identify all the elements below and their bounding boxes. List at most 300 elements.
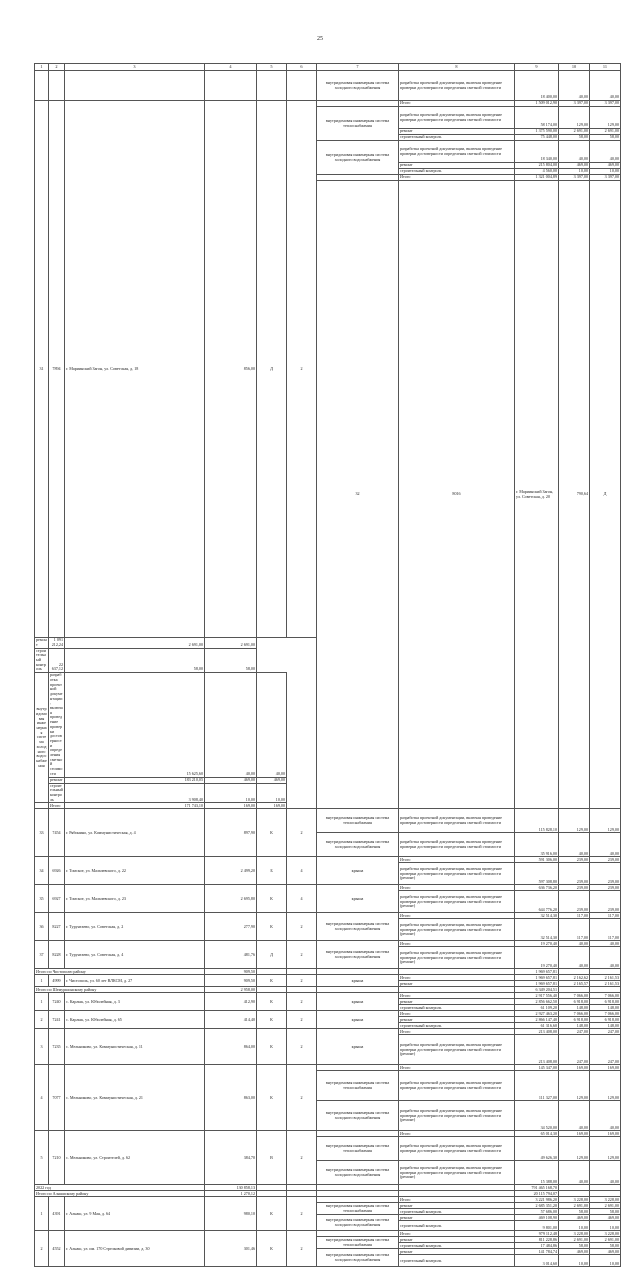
max-cost: 247,00 xyxy=(590,1035,621,1065)
cost-value: 34 520,00 xyxy=(515,1101,559,1131)
max-cost: 7 066,00 xyxy=(590,993,621,999)
house-code: 8227 xyxy=(49,913,65,941)
column-number: 1 xyxy=(35,64,49,71)
house-code: 7240 xyxy=(49,993,65,1011)
work-type: строительный контроль xyxy=(399,1255,515,1267)
system-name: внутридомовая инженерная система холодного водоснабжения xyxy=(317,141,399,175)
work-type: разработка проектной документации, включая проведение проверки достоверности определения сметной стоимости xyxy=(399,1071,515,1101)
column-number: 5 xyxy=(257,64,287,71)
house-address: г. Рябинино, ул. Коммунистическая, д. 4 xyxy=(65,809,205,857)
max-cost: 2 691,00 xyxy=(590,1203,621,1209)
unit-cost: 58,00 xyxy=(65,648,205,673)
max-cost: 10,00 xyxy=(590,1221,621,1231)
max-cost: 469,00 xyxy=(590,163,621,169)
work-type: ремонт xyxy=(399,1215,515,1221)
unit-cost: 129,00 xyxy=(559,1071,590,1101)
house-code: 6927 xyxy=(49,885,65,913)
work-type: ремонт xyxy=(399,1249,515,1255)
district-total-value: 1 969 657,81 xyxy=(515,969,559,975)
column-number: 7 xyxy=(317,64,399,71)
house-address: г. Чистополь, ул. 60 лет ВЛКСМ, д. 27 xyxy=(65,975,205,987)
table-row xyxy=(35,809,621,833)
max-cost: 129,00 xyxy=(590,1071,621,1101)
floors: 2 xyxy=(287,1131,317,1185)
work-type: ремонт xyxy=(36,637,47,647)
cost-value: 111 327,00 xyxy=(515,1071,559,1101)
unit-cost: 169,00 xyxy=(559,1065,590,1071)
max-cost: 10,00 xyxy=(590,169,621,175)
unit-cost: 3 228,00 xyxy=(559,1231,590,1237)
max-cost: 239,00 xyxy=(590,891,621,913)
unit-cost: 40,00 xyxy=(559,71,590,101)
house-area: 301,46 xyxy=(205,1231,257,1267)
row-number: 3 xyxy=(35,1029,49,1065)
house-code: 7077 xyxy=(49,1065,65,1131)
max-cost: 469,00 xyxy=(590,1249,621,1255)
cost-value: 183 210,05 xyxy=(65,777,205,783)
house-address: г. Турунтаево, ул. Советская, д. 2 xyxy=(65,913,205,941)
work-type: строительный контроль xyxy=(399,169,515,175)
max-cost: 469,00 xyxy=(257,777,287,783)
system-name: крыша xyxy=(317,857,399,885)
work-type: Итого xyxy=(399,1231,515,1237)
cost-value: 811 228,86 xyxy=(515,1237,559,1243)
unit-cost: 3 397,00 xyxy=(559,175,590,181)
floors: 2 xyxy=(287,809,317,857)
cost-value: 979 112,48 xyxy=(515,1231,559,1237)
cost-value: 3 221 986,20 xyxy=(515,1197,559,1203)
column-number: 11 xyxy=(590,64,621,71)
unit-cost: 58,00 xyxy=(559,135,590,141)
unit-cost: 247,00 xyxy=(559,1035,590,1065)
energy-class: К xyxy=(257,809,287,857)
unit-cost: 40,00 xyxy=(559,941,590,947)
year-total-label: 2022 год xyxy=(35,1185,205,1191)
work-type: разработка проектной документации, включая проведение проверки достоверности определения сметной стоимости xyxy=(399,141,515,163)
house-address: с. Карлык, ул. Юбилейная, д. 65 xyxy=(65,1011,205,1029)
unit-cost: 2 691,00 xyxy=(559,1237,590,1243)
floors: 2 xyxy=(287,993,317,1011)
max-cost: 40,00 xyxy=(590,1161,621,1185)
floors: 2 xyxy=(287,1029,317,1065)
work-type: ремонт xyxy=(399,1203,515,1209)
cost-value: 2 856 662,50 xyxy=(515,999,559,1005)
unit-cost: 239,00 xyxy=(559,891,590,913)
cost-value: 1 969 657,81 xyxy=(515,981,559,987)
unit-cost: 6 918,00 xyxy=(559,999,590,1005)
work-type: разработка проектной документации, включая проведение проверки достоверности определения сметной стоимости (ремонт) xyxy=(399,1035,515,1065)
house-address: с. Мельниково, ул. Строителей, д. 62 xyxy=(65,1131,205,1185)
system-name: крыша xyxy=(317,1011,399,1029)
house-code: 4999 xyxy=(49,975,65,987)
system-name: внутридомовая инженерная система теплоснабжения xyxy=(317,1237,399,1249)
table-cell xyxy=(49,71,65,101)
column-number: 4 xyxy=(205,64,257,71)
row-number: 1 xyxy=(35,975,49,987)
floors: 2 xyxy=(287,101,317,638)
unit-cost: 469,00 xyxy=(559,1249,590,1255)
house-area: 863,00 xyxy=(205,1065,257,1131)
unit-cost: 239,00 xyxy=(559,863,590,885)
work-type: разработка проектной документации, включая проведение проверки достоверности определения сметной стоимости (ремонт) xyxy=(399,863,515,885)
cost-value: 15 625,60 xyxy=(65,673,205,777)
district-total-label: Итого по Алнашскому району xyxy=(35,1191,205,1197)
unit-cost: 247,00 xyxy=(559,1029,590,1035)
cost-value: 644 776,20 xyxy=(515,891,559,913)
max-cost: 40,00 xyxy=(590,941,621,947)
unit-cost: 10,00 xyxy=(559,1255,590,1267)
work-type: разработка проектной документации, включая проведение проверки достоверности определения сметной стоимости xyxy=(399,833,515,857)
max-cost: 40,00 xyxy=(590,947,621,969)
work-type: Итого xyxy=(399,857,515,863)
unit-cost: 129,00 xyxy=(559,107,590,129)
energy-class: К xyxy=(257,993,287,1011)
work-type: Итого xyxy=(399,1011,515,1017)
house-code: 8016 xyxy=(399,181,515,809)
work-type: Итого xyxy=(399,1029,515,1035)
row-number: 33 xyxy=(35,809,49,857)
max-cost: 2 691,00 xyxy=(590,1237,621,1243)
unit-cost: 58,00 xyxy=(559,1209,590,1215)
cost-value: 1 321 004,89 xyxy=(515,175,559,181)
district-total-label: Итого по Шемуршинскому району xyxy=(35,987,205,993)
row-number: 34 xyxy=(35,857,49,885)
max-cost: 7 066,00 xyxy=(590,1011,621,1017)
energy-class: К xyxy=(257,1197,287,1231)
cost-value: 49 626,30 xyxy=(515,1137,559,1161)
cost-value: 115 828,10 xyxy=(515,809,559,833)
system-name: внутридомовая инженерная система теплоснабжения xyxy=(317,107,399,141)
unit-cost: 239,00 xyxy=(559,857,590,863)
work-type: строительный контроль xyxy=(50,783,63,802)
unit-cost: 117,00 xyxy=(559,913,590,919)
system-name: внутридомовая инженерная система холодного водоснабжения xyxy=(317,833,399,857)
max-cost: 129,00 xyxy=(590,809,621,833)
cost-value: 18 400,00 xyxy=(515,71,559,101)
unit-cost: 148,00 xyxy=(559,1023,590,1029)
cost-value: 4 560,00 xyxy=(515,169,559,175)
max-cost: 148,00 xyxy=(590,1023,621,1029)
house-area: 864,00 xyxy=(205,1029,257,1065)
work-type: строительный контроль xyxy=(35,648,49,673)
cost-value: 469 108,90 xyxy=(515,1215,559,1221)
unit-cost: 40,00 xyxy=(205,673,257,777)
cost-value: 2 917 556,40 xyxy=(515,993,559,999)
district-total-value: 20 115 794,07 xyxy=(515,1191,559,1197)
cost-value: 3 014,60 xyxy=(515,1255,559,1267)
floors: 2 xyxy=(287,913,317,941)
house-code: 7210 xyxy=(49,1131,65,1185)
max-cost: 10,00 xyxy=(590,1255,621,1267)
unit-cost: 7 066,00 xyxy=(559,1011,590,1017)
work-type: разработка проектной документации, включая проведение проверки достоверности определения сметной стоимости xyxy=(399,71,515,101)
work-type: разработка проектной документации, включая проведение проверки достоверности определения сметной стоимости (ремонт) xyxy=(399,947,515,969)
unit-cost: 469,00 xyxy=(559,163,590,169)
cost-value: 65 014,30 xyxy=(515,1131,559,1137)
cost-value: 591 306,00 xyxy=(515,857,559,863)
row-number: 36 xyxy=(35,913,49,941)
work-type: разработка проектной документации, включая проведение проверки достоверности определения сметной стоимости xyxy=(399,809,515,833)
floors: 2 xyxy=(287,941,317,969)
unit-cost: 40,00 xyxy=(559,833,590,857)
work-type: Итого xyxy=(49,803,65,809)
cost-value: 15 388,00 xyxy=(515,1161,559,1185)
table-row xyxy=(35,71,621,101)
energy-class: Д xyxy=(257,101,287,638)
work-type: разработка проектной документации, включая проведение проверки достоверности определения сметной стоимости (ремонт) xyxy=(399,919,515,941)
unit-cost: 148,00 xyxy=(559,1005,590,1011)
system-name: внутридомовая инженерная система теплоснабжения xyxy=(317,1137,399,1161)
system-name: внутридомовая инженерная система холодного водоснабжения xyxy=(317,1101,399,1131)
cost-value: 1 969 657,81 xyxy=(515,975,559,981)
work-type: Итого xyxy=(399,1065,515,1071)
house-address: с. Мельниково, ул. Коммунистическая, д. 21 xyxy=(65,1065,205,1131)
work-type: Итого xyxy=(399,885,515,891)
table-cell xyxy=(65,71,205,101)
house-address: с. Мельниково, ул. Коммунистическая, д. 11 xyxy=(65,1029,205,1065)
work-type: Итого xyxy=(399,1131,515,1137)
max-cost: 40,00 xyxy=(590,141,621,163)
max-cost: 58,00 xyxy=(590,1243,621,1249)
unit-cost: 40,00 xyxy=(559,947,590,969)
system-name: крыша xyxy=(317,1029,399,1065)
max-cost: 58,00 xyxy=(205,648,257,673)
unit-cost: 10,00 xyxy=(559,1221,590,1231)
cost-value: 171 743,10 xyxy=(65,803,205,809)
work-type: строительный контроль xyxy=(399,1209,515,1215)
max-cost: 2 161,53 xyxy=(590,975,621,981)
max-cost: 2 161,53 xyxy=(590,981,621,987)
system-name: внутридомовая инженерная система холодного водоснабжения xyxy=(317,71,399,101)
max-cost: 40,00 xyxy=(590,1101,621,1131)
work-type: разработка проектной документации, включая проведение проверки достоверности определения сметной стоимости xyxy=(399,107,515,129)
cost-value: 1 509 012,90 xyxy=(515,101,559,107)
system-name: крыша xyxy=(317,885,399,913)
unit-cost: 2 165,57 xyxy=(559,981,590,987)
energy-class: К xyxy=(257,975,287,987)
unit-cost: 40,00 xyxy=(559,1101,590,1131)
house-address: г. Томское, ул. Мальчевского, д. 23 xyxy=(65,885,205,913)
max-cost: 247,00 xyxy=(590,1029,621,1035)
work-type: разработка проектной документации, включая проведение проверки достоверности определения сметной стоимости (ремонт) xyxy=(399,1161,515,1185)
year-total-area: 130 858,13 xyxy=(205,1185,257,1191)
unit-cost: 10,00 xyxy=(559,169,590,175)
district-total-area: 1 270,12 xyxy=(205,1191,257,1197)
house-area: 897,90 xyxy=(205,809,257,857)
house-area: 790,64 xyxy=(559,181,590,809)
cost-value: 32 514,30 xyxy=(515,919,559,941)
floors: 2 xyxy=(287,1197,317,1231)
work-type: строительный контроль xyxy=(399,1023,515,1029)
energy-class: К xyxy=(257,913,287,941)
house-code: 6926 xyxy=(49,857,65,885)
row-number: 1 xyxy=(35,993,49,1011)
house-area: 384,70 xyxy=(205,1131,257,1185)
work-type: разработка проектной документации, включая проведение проверки достоверности определения сметной стоимости xyxy=(399,1137,515,1161)
system-name: внутридомовая инженерная система холодного водоснабжения xyxy=(317,1249,399,1267)
system-name: внутридомовая инженерная система теплоснабжения xyxy=(317,809,399,833)
unit-cost: 3 397,00 xyxy=(559,101,590,107)
max-cost: 3 228,00 xyxy=(590,1231,621,1237)
max-cost: 117,00 xyxy=(590,913,621,919)
system-name: внутридомовая инженерная система теплоснабжения xyxy=(317,1071,399,1101)
house-area: 2 499,20 xyxy=(205,857,257,885)
row-number: 37 xyxy=(35,941,49,969)
cost-value: 2 866 147,40 xyxy=(515,1017,559,1023)
max-cost: 3 228,00 xyxy=(590,1197,621,1203)
energy-class: К xyxy=(257,1065,287,1131)
system-name: внутридомовая инженерная система теплоснабжения xyxy=(317,1203,399,1215)
unit-cost: 469,00 xyxy=(205,777,257,783)
max-cost: 3 397,00 xyxy=(590,175,621,181)
unit-cost: 2 691,00 xyxy=(559,129,590,135)
cost-value: 58 174,00 xyxy=(515,107,559,129)
house-area: 909,50 xyxy=(205,975,257,987)
work-type: ремонт xyxy=(399,129,515,135)
cost-value: 35 916,00 xyxy=(515,833,559,857)
house-code: 7241 xyxy=(49,1011,65,1029)
max-cost: 148,00 xyxy=(590,1005,621,1011)
floors: 2 xyxy=(287,1065,317,1131)
cost-value: 22 637,12 xyxy=(49,648,65,673)
cost-value: 141 784,74 xyxy=(515,1249,559,1255)
house-area: 277,90 xyxy=(205,913,257,941)
cost-value: 61 109,20 xyxy=(515,1005,559,1011)
unit-cost: 6 918,00 xyxy=(559,1017,590,1023)
row-number: 31 xyxy=(35,101,49,638)
district-total-value: 6 349 204,51 xyxy=(515,987,559,993)
work-type: Итого xyxy=(399,975,515,981)
floors: 2 xyxy=(287,975,317,987)
work-type: ремонт xyxy=(399,981,515,987)
year-total-value: 791 465 168,70 xyxy=(515,1185,559,1191)
column-number-row xyxy=(35,64,621,71)
row-number: 5 xyxy=(35,1131,49,1185)
max-cost: 58,00 xyxy=(590,1209,621,1215)
unit-cost: 129,00 xyxy=(559,1137,590,1161)
max-cost: 40,00 xyxy=(590,833,621,857)
work-type: строительный контроль xyxy=(399,1221,515,1231)
unit-cost: 10,00 xyxy=(205,783,257,803)
house-code: 8228 xyxy=(49,941,65,969)
max-cost: 6 918,00 xyxy=(590,999,621,1005)
unit-cost: 117,00 xyxy=(559,919,590,941)
max-cost: 169,00 xyxy=(590,1131,621,1137)
house-address: г. Томское, ул. Мальчевского, д. 22 xyxy=(65,857,205,885)
house-code: 7454 xyxy=(49,809,65,857)
cost-value: 2 685 351,20 xyxy=(515,1203,559,1209)
house-code: 4391 xyxy=(49,1197,65,1231)
max-cost: 6 918,00 xyxy=(590,1017,621,1023)
work-type: строительный контроль xyxy=(399,1005,515,1011)
max-cost: 40,00 xyxy=(590,71,621,101)
work-type: разработка проектной документации, включая проведение проверки достоверности определения сметной стоимости (ремонт) xyxy=(399,891,515,913)
max-cost: 169,00 xyxy=(257,803,287,809)
unit-cost: 3 228,00 xyxy=(559,1197,590,1203)
energy-class: К xyxy=(257,1231,287,1267)
cost-value: 17 484,86 xyxy=(515,1243,559,1249)
cost-value: 1 375 590,00 xyxy=(515,129,559,135)
work-type: строительный контроль xyxy=(399,1243,515,1249)
energy-class: Б xyxy=(257,857,287,885)
cost-value: 18 340,00 xyxy=(515,141,559,163)
work-type: Итого xyxy=(399,175,515,181)
district-total-area: 909,50 xyxy=(205,969,257,975)
max-cost: 117,00 xyxy=(590,919,621,941)
work-type: Итого xyxy=(399,101,515,107)
unit-cost: 58,00 xyxy=(559,1243,590,1249)
system-name: внутридомовая инженерная система холодного водоснабжения xyxy=(317,1215,399,1231)
cost-value: 597 308,80 xyxy=(515,863,559,885)
house-address: г. Мариинский Загон, ул. Советская, д. 18 xyxy=(65,101,205,638)
energy-class: Д xyxy=(257,941,287,969)
system-name: внутридомовая инженерная система холодного водоснабжения xyxy=(317,941,399,969)
energy-class: К xyxy=(257,885,287,913)
table-cell xyxy=(205,71,257,101)
work-type: ремонт xyxy=(399,163,515,169)
house-code: 4552 xyxy=(49,1231,65,1267)
row-number: 35 xyxy=(35,885,49,913)
work-type: Итого xyxy=(399,993,515,999)
floors: 4 xyxy=(287,857,317,885)
district-total-label: Итого по Чистополю району xyxy=(35,969,205,975)
max-cost: 169,00 xyxy=(590,1065,621,1071)
cost-value: 75 448,00 xyxy=(515,135,559,141)
cost-value: 213 408,00 xyxy=(515,1029,559,1035)
work-type: разработка проектной документации, включая проведение проверки достоверности определения сметной стоимости (ремонт) xyxy=(399,1101,515,1131)
max-cost: 239,00 xyxy=(590,857,621,863)
unit-cost: 2 691,00 xyxy=(65,638,205,648)
max-cost: 40,00 xyxy=(257,673,287,777)
max-cost: 58,00 xyxy=(590,135,621,141)
house-address: г. Мариинский Загон, ул. Советская, д. 20 xyxy=(515,181,559,809)
system-name: крыша xyxy=(317,993,399,1011)
unit-cost: 7 066,00 xyxy=(559,993,590,999)
page-number: 25 xyxy=(317,36,323,42)
work-type: Итого xyxy=(399,941,515,947)
work-type: разработка проектной документации, включая проведение проверки достоверности определения сметной стоимости xyxy=(50,672,63,776)
column-number: 2 xyxy=(49,64,65,71)
cost-value: 9 801,00 xyxy=(515,1221,559,1231)
unit-cost: 2 162,62 xyxy=(559,975,590,981)
unit-cost: 2 691,00 xyxy=(559,1203,590,1209)
house-address: г. Алнаш, ул. им. 170 Стрелковой дивизии, д. 30 xyxy=(65,1231,205,1267)
house-area: 481,76 xyxy=(205,941,257,969)
energy-class: К xyxy=(257,1011,287,1029)
unit-cost: 169,00 xyxy=(205,803,257,809)
row-number: 4 xyxy=(35,1065,49,1131)
max-cost: 2 691,00 xyxy=(205,638,257,648)
cost-value: 145 347,00 xyxy=(515,1065,559,1071)
column-number: 6 xyxy=(287,64,317,71)
cost-value: 19 270,40 xyxy=(515,941,559,947)
house-address: г. Алнаш, ул. 9 Мая, д. 64 xyxy=(65,1197,205,1231)
unit-cost: 469,00 xyxy=(559,1215,590,1221)
column-number: 9 xyxy=(515,64,559,71)
row-number: 32 xyxy=(317,181,399,809)
max-cost: 10,00 xyxy=(257,783,287,803)
max-cost: 3 397,00 xyxy=(590,101,621,107)
house-code: 7894 xyxy=(49,101,65,638)
unit-cost: 169,00 xyxy=(559,1131,590,1137)
cost-value: 3 908,40 xyxy=(65,783,205,803)
table-cell xyxy=(287,71,317,101)
unit-cost: 129,00 xyxy=(559,809,590,833)
max-cost: 129,00 xyxy=(590,1137,621,1161)
work-type: строительный контроль xyxy=(399,135,515,141)
work-type: Итого xyxy=(399,913,515,919)
cost-value: 213 408,00 xyxy=(515,1035,559,1065)
